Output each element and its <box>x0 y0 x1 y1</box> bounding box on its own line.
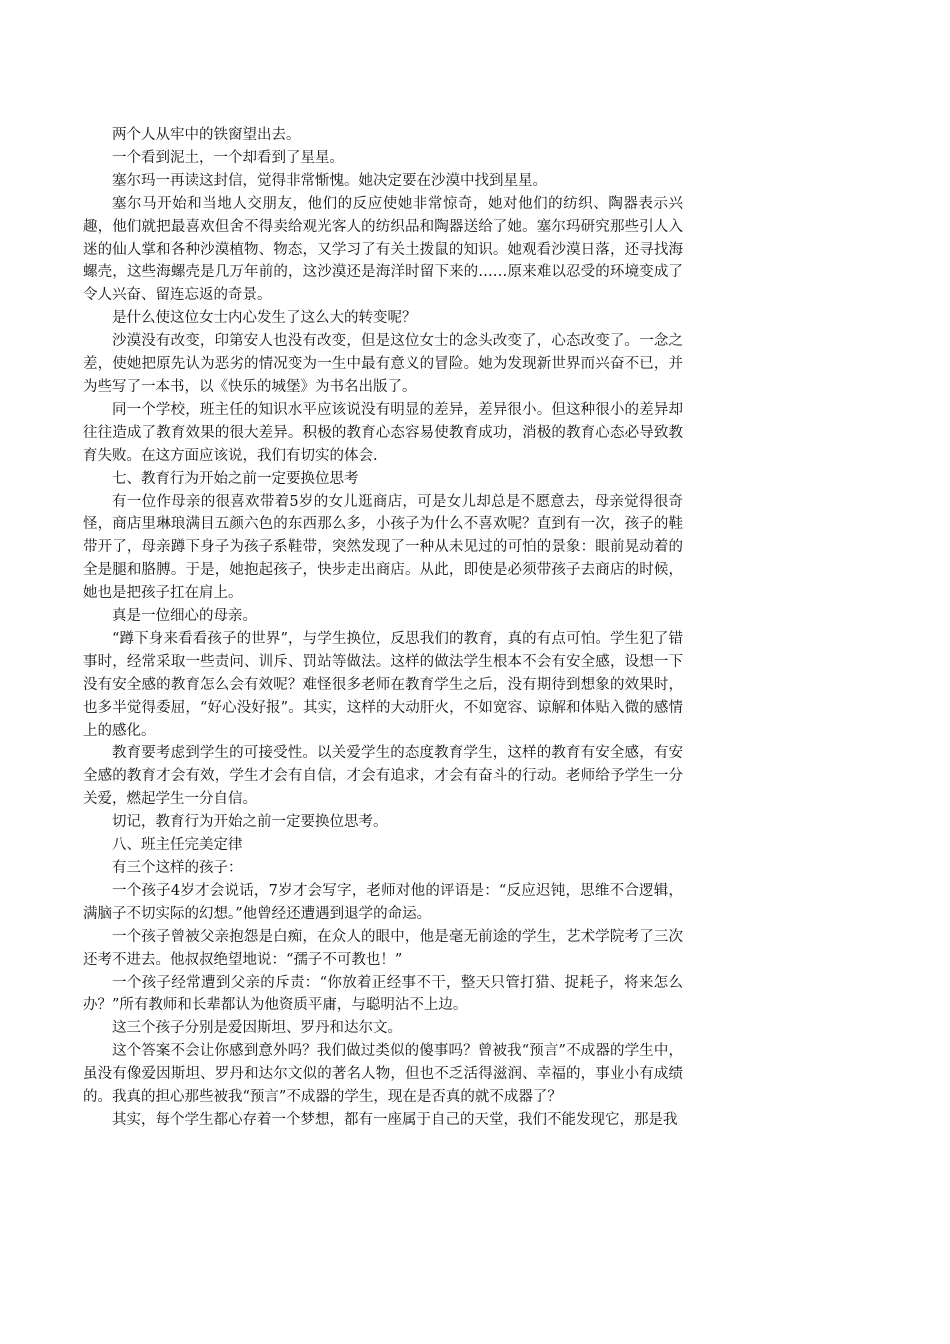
paragraph: 其实，每个学生都心存着一个梦想，都有一座属于自己的天堂，我们不能发现它，那是我 <box>112 1111 678 1128</box>
document-body <box>83 124 683 1132</box>
paragraph: 切记，教育行为开始之前一定要换位思考。 <box>112 814 388 831</box>
paragraph: 塞尔马开始和当地人交朋友，他们的反应使她非常惊奇，她对他们的纺织、陶器表示兴趣，他们就把最喜欢但舍不得卖给观光客人的纺织品和陶器送给了她。塞尔玛研究那些引人入迷的仙人掌和各种沙漠植物、物态，又学习了有关土拨鼠的知识。她观看沙漠日落，还寻找海螺壳，这些海螺壳是几万年前的，这沙漠还是海洋时留下来的……原来难以忍受的环境变成了令人兴奋、留连忘返的奇景。 <box>83 195 683 304</box>
paragraph: 一个孩子4岁才会说话，7岁才会写字，老师对他的评语是：“反应迟钝，思维不合逻辑，满脑子不切实际的幻想。”他曾经还遭遇到退学的命运。 <box>83 882 683 922</box>
paragraph: 有三个这样的孩子： <box>112 860 243 876</box>
paragraph: 教育要考虑到学生的可接受性。以关爱学生的态度教育学生，这样的教育有安全感，有安全感的教育才会有效，学生才会有自信，才会有追求，才会有奋斗的行动。老师给予学生一分关爱，燃起学生一分自信。 <box>83 745 683 808</box>
paragraph: 这三个孩子分别是爱因斯坦、罗丹和达尔文。 <box>112 1020 402 1037</box>
paragraph: 真是一位细心的母亲。 <box>112 608 257 625</box>
paragraph: 两个人从牢中的铁窗望出去。 <box>112 127 301 143</box>
paragraph: 一个孩子经常遭到父亲的斥责：“你放着正经事不干，整天只管打猎、捉耗子，将来怎么办？”所有教师和长辈都认为他资质平庸，与聪明沾不上边。 <box>83 974 683 1014</box>
paragraph: 这个答案不会让你感到意外吗？我们做过类似的傻事吗？曾被我“预言”不成器的学生中，虽没有像爱因斯坦、罗丹和达尔文似的著名人物，但也不乏活得滋润、幸福的，事业小有成绩的。我真的担心那些被我“预言”不成器的学生，现在是否真的就不成器了？ <box>83 1043 683 1106</box>
paragraph: 一个看到泥土，一个却看到了星星。 <box>112 149 344 166</box>
paragraph: 有一位作母亲的很喜欢带着5岁的女儿逛商店，可是女儿却总是不愿意去，母亲觉得很奇怪，商店里琳琅满目五颜六色的东西那么多，小孩子为什么不喜欢呢？直到有一次，孩子的鞋带开了，母亲蹲下身子为孩子系鞋带，突然发现了一种从未见过的可怕的景象：眼前晃动着的全是腿和胳膊。于是，她抱起孩子，快步走出商店。从此，即使是必须带孩子去商店的时候，她也是把孩子扛在肩上。 <box>83 493 683 602</box>
paragraph: 一个孩子曾被父亲抱怨是白痴，在众人的眼中，他是毫无前途的学生，艺术学院考了三次还考不进去。他叔叔绝望地说：“孺子不可教也！” <box>83 928 683 968</box>
paragraph: 同一个学校，班主任的知识水平应该说没有明显的差异，差异很小。但这种很小的差异却往往造成了教育效果的很大差异。积极的教育心态容易使教育成功，消极的教育心态必导致教育失败。在这方面应该说，我们有切实的体会. <box>83 401 683 464</box>
paragraph: 沙漠没有改变，印第安人也没有改变，但是这位女士的念头改变了，心态改变了。一念之差，使她把原先认为恶劣的情况变为一生中最有意义的冒险。她为发现新世界而兴奋不已，并为些写了一本书，以《快乐的城堡》为书名出版了。 <box>83 333 683 395</box>
paragraph: 是什么使这位女士内心发生了这么大的转变呢？ <box>112 310 417 327</box>
paragraph: “蹲下身来看看孩子的世界”，与学生换位，反思我们的教育，真的有点可怕。学生犯了错事时，经常采取一些责问、训斥、罚站等做法。这样的做法学生根本不会有安全感，设想一下没有安全感的教育怎么会有效呢？难怪很多老师在教育学生之后，没有期待到想象的效果时，也多半觉得委屈，“好心没好报”。其实，这样的大动肝火，不如宽容、谅解和体贴入微的感情上的感化。 <box>83 630 683 739</box>
section-heading: 八、班主任完美定律 <box>112 837 243 854</box>
paragraph: 塞尔玛一再读这封信，觉得非常惭愧。她决定要在沙漠中找到星星。 <box>112 172 547 189</box>
section-heading: 七、教育行为开始之前一定要换位思考 <box>112 470 359 487</box>
